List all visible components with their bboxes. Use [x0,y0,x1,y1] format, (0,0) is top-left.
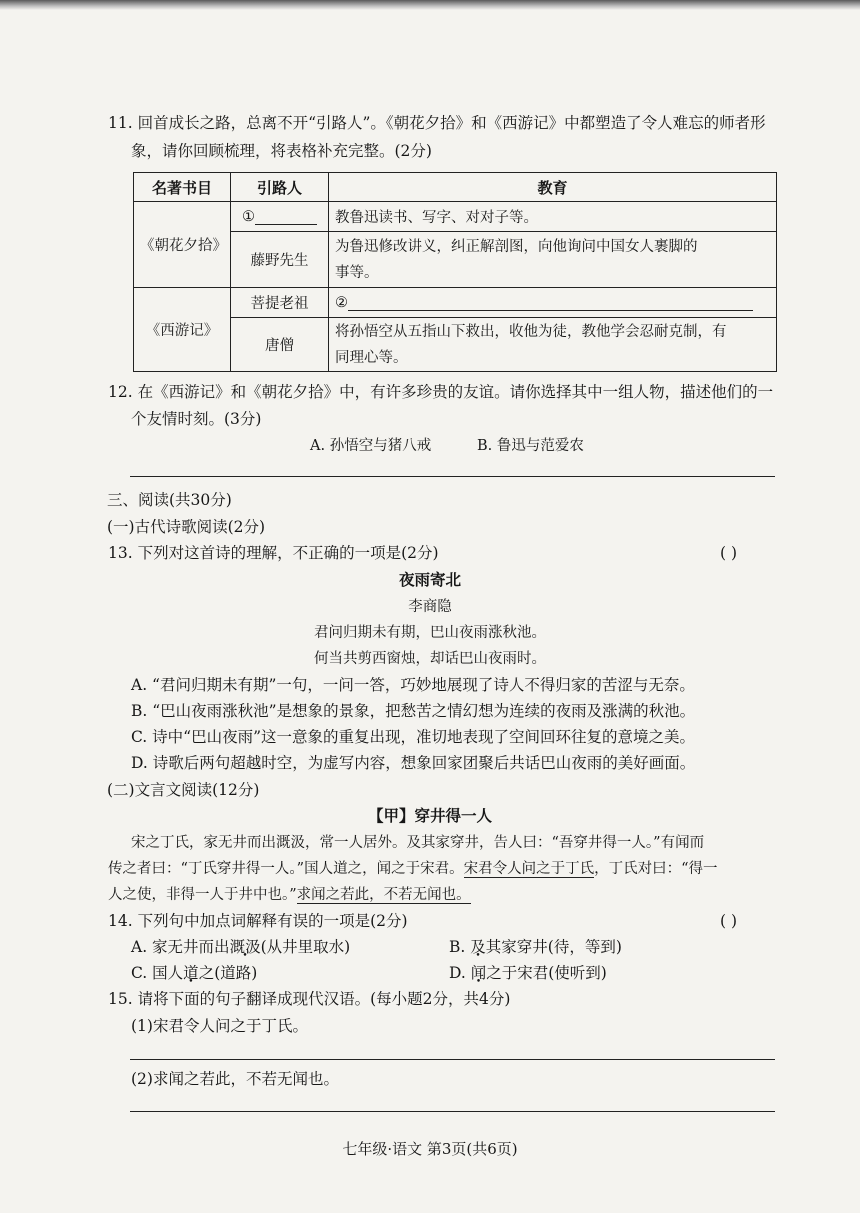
q14-option-d [449,962,607,984]
poem-line: 何当共剪西窗烛，却话巴山夜雨时。 [314,651,546,667]
option-text: 之(道路) [198,964,258,982]
book-cell: 《朝花夕拾》 [134,202,231,288]
answer-parens[interactable]: ( ) [720,912,738,930]
passage-text: ，丁氏对曰：“得一 [594,861,718,877]
dotted-word: 闻 [470,964,487,982]
table-header: 引路人 [231,173,329,202]
subsection-heading: (一)古代诗歌阅读(2分) [107,518,266,536]
q13-option-c: C. 诗中“巴山夜雨”这一意象的重复出现，准切地表现了空间回环往复的意境之美。 [131,728,696,746]
guide-table [133,172,777,372]
q12-option-b: B. 鲁迅与范爱农 [477,438,584,454]
passage-line: 宋之丁氏，家无井而出溉汲，常一人居外。及其家穿井，告人曰：“吾穿井得一人。”有闻而 [131,835,705,851]
table-header: 名著书目 [134,173,231,202]
answer-blank[interactable] [348,296,753,311]
q13-stem: 13. 下列对这首诗的理解，不正确的一项是(2分) [108,544,439,562]
scan-top-edge [0,0,860,10]
poem-title: 夜雨寄北 [398,570,461,589]
poem-author: 李商隐 [408,599,452,615]
q15-sentence-1: (1)宋君令人问之于丁氏。 [131,1017,308,1035]
underlined-sentence: 宋君令人问之于丁氏 [463,861,595,877]
answer-line[interactable] [130,1111,775,1112]
edu-line: 将孙悟空从五指山下救出，收他为徒，教他学会忍耐克制，有 [335,323,727,340]
table-header: 教育 [329,173,777,202]
guide-blank-1[interactable] [231,202,329,232]
option-text: (从井里取水) [260,938,351,956]
passage-line [108,884,471,906]
guide-cell: 菩提老祖 [231,288,329,318]
q14-option-c [131,962,257,984]
underlined-sentence: 求闻之若此，不若无闻也。 [296,887,471,903]
book-cell: 《西游记》 [134,288,231,372]
q12-line1: 12. 在《西游记》和《朝花夕拾》中，有许多珍贵的友谊。请你选择其中一组人物，描述他们的一 [108,383,774,401]
option-text: 之于宋君(使听到) [486,964,607,982]
guide-cell: 藤野先生 [231,232,329,288]
subsection-heading: (二)文言文阅读(12分) [107,781,260,799]
q14-stem: 14. 下列句中加点词解释有误的一项是(2分) [108,912,408,930]
answer-line[interactable] [130,476,775,477]
q11-line2: 象，请你回顾梳理，将表格补充完整。(2分) [131,142,432,160]
q14-option-a [131,936,350,958]
edu-line: 事等。 [335,264,379,281]
blank-mark: ② [335,294,348,311]
edu-blank-2[interactable] [329,288,777,318]
q14-option-b [449,936,622,958]
edu-line: 为鲁迅修改讲义，纠正解剖图，向他询问中国女人裹脚的 [335,238,698,255]
q13-option-b: B. “巴山夜雨涨秋池”是想象的景象，把愁苦之情幻想为连续的夜雨及涨满的秋池。 [131,702,696,720]
section-heading: 三、阅读(共30分) [107,491,232,509]
edu-line: 同理心等。 [335,349,408,366]
dotted-word: 道 [183,964,199,982]
poem-line: 君问归期未有期，巴山夜雨涨秋池。 [314,625,546,641]
answer-blank[interactable] [255,210,317,225]
passage-title: 【甲】穿井得一人 [367,806,492,825]
dotted-word: 溉汲 [229,938,261,956]
option-text: A. 家无井而出 [131,938,230,956]
q13-option-d: D. 诗歌后两句超越时空，为虚写内容，想象回家团聚后共话巴山夜雨的美好画面。 [131,754,696,772]
edu-cell [329,232,777,288]
option-text: B. [449,938,471,956]
q15-sentence-2: (2)求闻之若此，不若无闻也。 [131,1070,339,1088]
passage-text: 人之使，非得一人于井中也。” [108,887,297,903]
q12-option-a: A. 孙悟空与猪八戒 [310,438,432,454]
passage-text: 传之者曰：“丁氏穿井得一人。”国人道之，闻之于宋君。 [108,861,464,877]
answer-line[interactable] [130,1059,775,1060]
option-text: 其家穿井(待，等到) [485,938,622,956]
q11-line1: 11. 回首成长之路，总离不开“引路人”。《朝花夕拾》和《西游记》中都塑造了令人难忘的师者形 [108,114,766,132]
q12-line2: 个友情时刻。(3分) [131,410,262,428]
blank-mark: ① [242,208,255,225]
q15-stem: 15. 请将下面的句子翻译成现代汉语。(每小题2分，共4分) [108,990,511,1008]
page-footer: 七年级·语文 第3页(共6页) [342,1140,518,1158]
option-text: C. 国人 [131,964,184,982]
option-text: D. [449,964,471,982]
edu-cell [329,318,777,372]
guide-cell: 唐僧 [231,318,329,372]
dotted-word: 及 [470,938,486,956]
edu-cell: 教鲁迅读书、写字、对对子等。 [329,202,777,232]
passage-line [108,858,718,880]
q13-option-a: A. “君问归期未有期”一句，一问一答，巧妙地展现了诗人不得归家的苦涩与无奈。 [131,676,695,694]
answer-parens[interactable]: ( ) [720,544,738,562]
